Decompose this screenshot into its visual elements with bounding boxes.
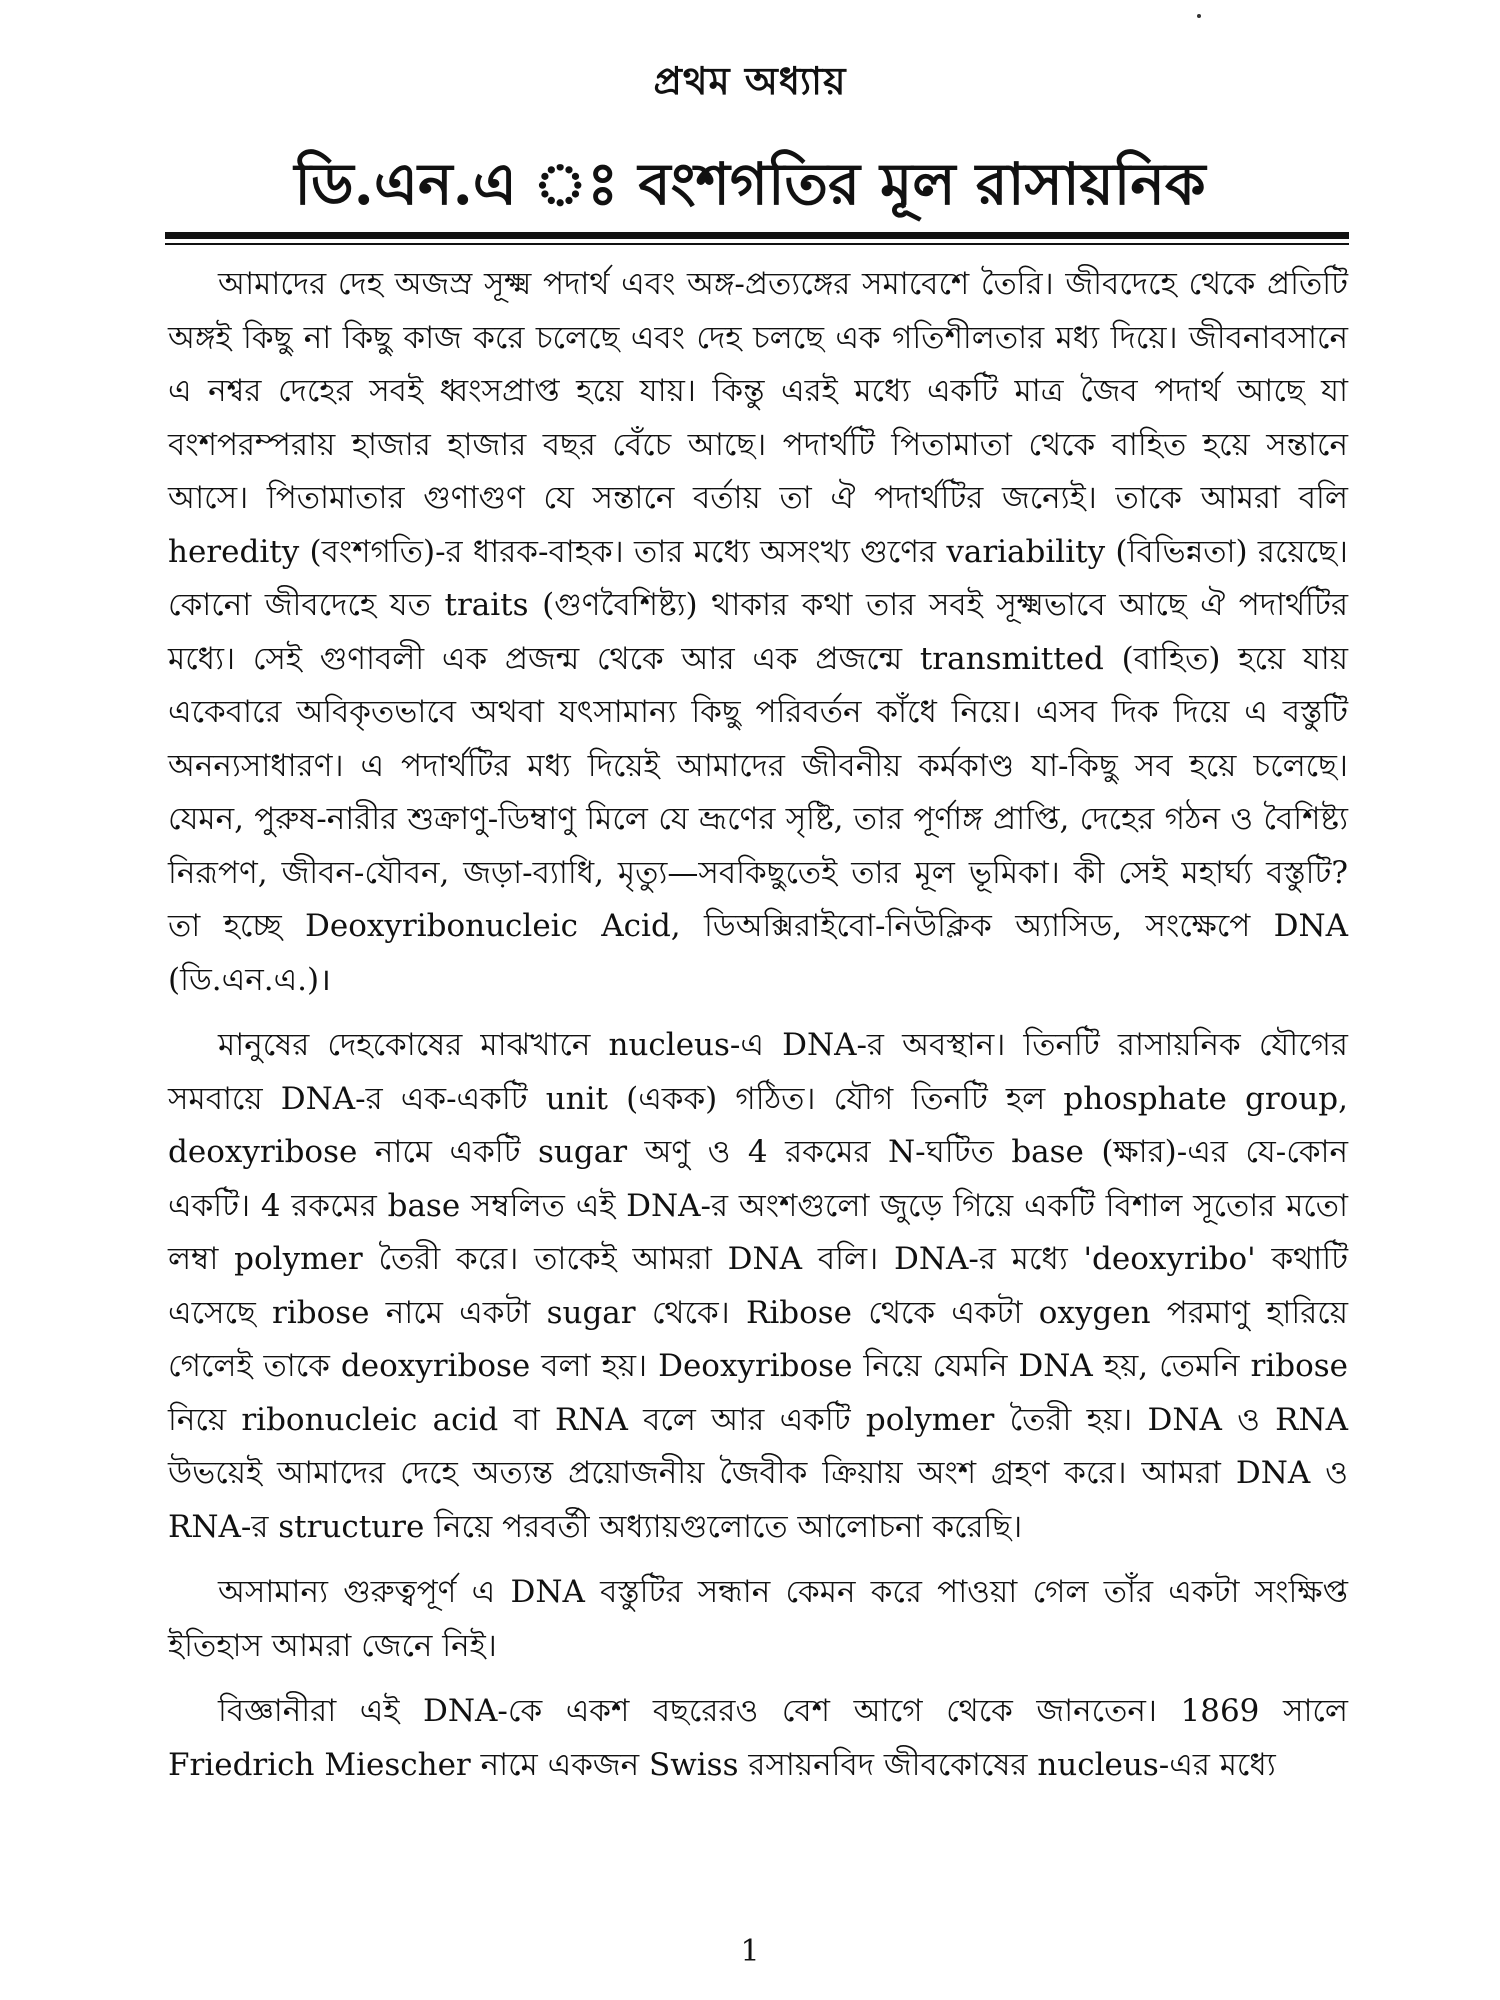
- page-number: 1: [740, 1934, 760, 1969]
- paragraph-3: অসামান্য গুরুত্বপূর্ণ এ DNA বস্তুটির সন্ধান কেমন করে পাওয়া গেল তাঁর একটা সংক্ষিপ্ত ইতিহাস আমরা জেনে নিই।: [168, 1574, 1348, 1664]
- chapter-label: প্রথম অধ্যায়: [653, 58, 847, 103]
- chapter-title: ডি.এন.এ ঃ বংশগতির মূল রাসায়নিক: [294, 150, 1206, 218]
- title-rule-thin: [165, 243, 1349, 245]
- scan-speck: [1197, 14, 1201, 18]
- body-text: [168, 258, 1348, 1804]
- paragraph-1: আমাদের দেহ অজস্র সূক্ষ্ম পদার্থ এবং অঙ্গ-প্রত্যঙ্গের সমাবেশে তৈরি। জীবদেহে থেকে প্রতিটি অঙ্গই কিছু না কিছু কাজ করে চলেছে এবং দেহ চলছে এক গতিশীলতার মধ্য দিয়ে। জীবনাবসানে এ নশ্বর দেহের সবই ধ্বংসপ্রাপ্ত হয়ে যায়। কিন্তু এরই মধ্যে একটি মাত্র জৈব পদার্থ আছে যা বংশপরম্পরায় হাজার হাজার বছর বেঁচে আছে। পদার্থটি পিতামাতা থেকে বাহিত হয়ে সন্তানে আসে। পিতামাতার গুণাগুণ যে সন্তানে বর্তায় তা ঐ পদার্থটির জন্যেই। তাকে আমরা বলি heredity (বংশগতি)-র ধারক-বাহক। তার মধ্যে অসংখ্য গুণের variability (বিভিন্নতা) রয়েছে। কোনো জীবদেহে যত traits (গুণবৈশিষ্ট্য) থাকার কথা তার সবই সূক্ষ্মভাবে আছে ঐ পদার্থটির মধ্যে। সেই গুণাবলী এক প্রজন্ম থেকে আর এক প্রজন্মে transmitted (বাহিত) হয়ে যায় একেবারে অবিকৃতভাবে অথবা যৎসামান্য কিছু পরিবর্তন কাঁধে নিয়ে। এসব দিক দিয়ে এ বস্তুটি অনন্যসাধারণ। এ পদার্থটির মধ্য দিয়েই আমাদের জীবনীয় কর্মকাণ্ড যা-কিছু সব হয়ে চলেছে। যেমন, পুরুষ-নারীর শুক্রাণু-ডিম্বাণু মিলে যে ভ্রূণের সৃষ্টি, তার পূর্ণাঙ্গ প্রাপ্তি, দেহের গঠন ও বৈশিষ্ট্য নিরূপণ, জীবন-যৌবন, জড়া-ব্যাধি, মৃত্যু—সবকিছুতেই তার মূল ভূমিকা। কী সেই মহার্ঘ্য বস্তুটি? তা হচ্ছে Deoxyribonucleic Acid, ডিঅক্সিরাইবো-নিউক্লিক অ্যাসিড, সংক্ষেপে DNA (ডি.এন.এ.)।: [168, 266, 1348, 998]
- title-rule-thick: [165, 232, 1349, 239]
- paragraph-2: মানুষের দেহকোষের মাঝখানে nucleus-এ DNA-র অবস্থান। তিনটি রাসায়নিক যৌগের সমবায়ে DNA-র এক-একটি unit (একক) গঠিত। যৌগ তিনটি হল phosphate group, deoxyribose নামে একটি sugar অণু ও 4 রকমের N-ঘটিত base (ক্ষার)-এর যে-কোন একটি। 4 রকমের base সম্বলিত এই DNA-র অংশগুলো জুড়ে গিয়ে একটি বিশাল সূতোর মতো লম্বা polymer তৈরী করে। তাকেই আমরা DNA বলি। DNA-র মধ্যে 'deoxyribo' কথাটি এসেছে ribose নামে একটা sugar থেকে। Ribose থেকে একটা oxygen পরমাণু হারিয়ে গেলেই তাকে deoxyribose বলা হয়। Deoxyribose নিয়ে যেমনি DNA হয়, তেমনি ribose নিয়ে ribonucleic acid বা RNA বলে আর একটি polymer তৈরী হয়। DNA ও RNA উভয়েই আমাদের দেহে অত্যন্ত প্রয়োজনীয় জৈবীক ক্রিয়ায় অংশ গ্রহণ করে। আমরা DNA ও RNA-র structure নিয়ে পরবর্তী অধ্যায়গুলোতে আলোচনা করেছি।: [168, 1027, 1348, 1545]
- paragraph-4: বিজ্ঞানীরা এই DNA-কে একশ বছরেরও বেশ আগে থেকে জানতেন। 1869 সালে Friedrich Miescher নামে একজন Swiss রসায়নবিদ জীবকোষের nucleus-এর মধ্যে: [168, 1693, 1348, 1783]
